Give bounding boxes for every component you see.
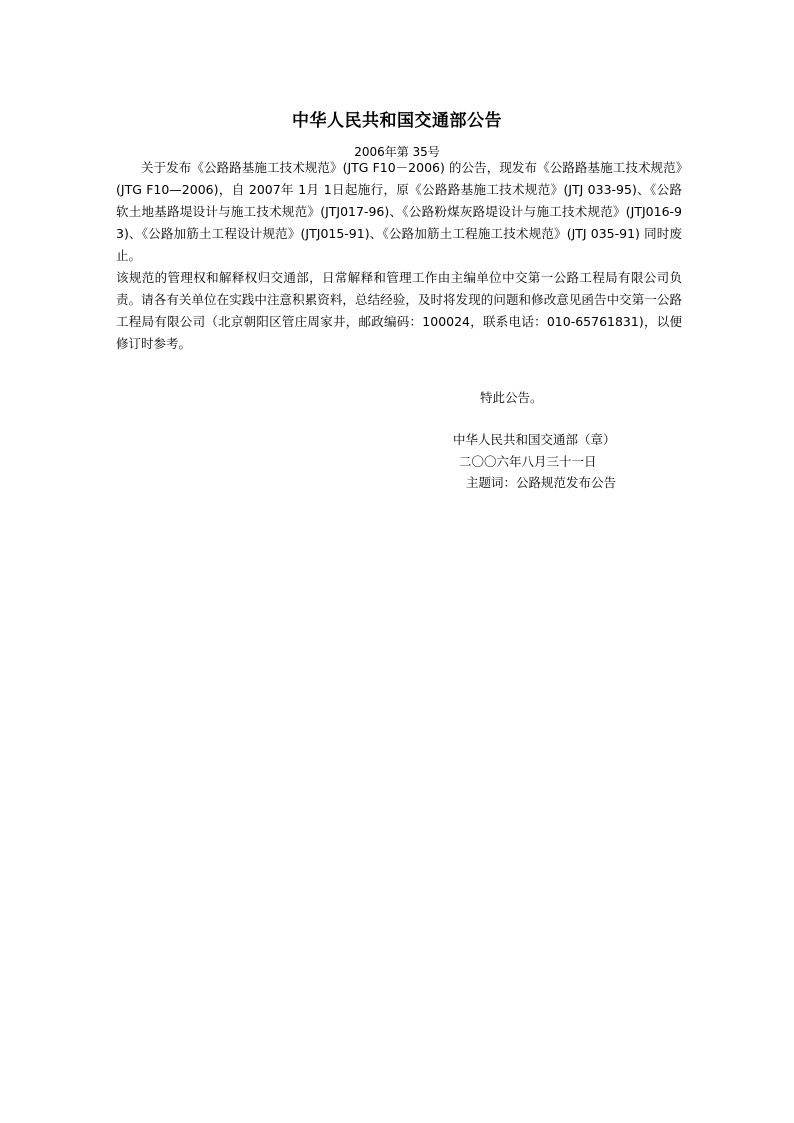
issuing-authority: 中华人民共和国交通部（章） bbox=[453, 432, 616, 447]
document-number: 2006年第 35号 bbox=[354, 145, 440, 159]
announcement-paragraph: 关于发布《公路路基施工技术规范》(JTG F10－2006) 的公告，现发布《公路路基施工技术规范》(JTG F10—2006)，自 2007年 1月 1日起施行，原《公路路基施工技术规范》(JTJ 033-95)、《公路软土地基路堤设计与施工技术规范》(JTJ017-96)、《公路粉煤灰路堤设计与施工技术规范》(JTJ016-93)、《公路加筋土工程设计规范》(JTJ015-91)、《公路加筋土工程施工技术规范》(JTJ 035-91) 同时废止。 bbox=[116, 160, 682, 263]
responsibility-paragraph: 该规范的管理权和解释权归交通部，日常解释和管理工作由主编单位中交第一公路工程局有限公司负责。请各有关单位在实践中注意积累资料，总结经验，及时将发现的问题和修改意见函告中交第一公路工程局有限公司（北京朝阳区管庄周家井，邮政编码：100024，联系电话：010-65761831)，以便修订时参考。 bbox=[116, 270, 682, 351]
issue-date: 二〇〇六年八月三十一日 bbox=[459, 454, 597, 469]
page-title: 中华人民共和国交通部公告 bbox=[292, 111, 502, 131]
subject-keywords: 主题词：公路规范发布公告 bbox=[466, 475, 617, 490]
closing-remark: 特此公告。 bbox=[480, 390, 543, 405]
